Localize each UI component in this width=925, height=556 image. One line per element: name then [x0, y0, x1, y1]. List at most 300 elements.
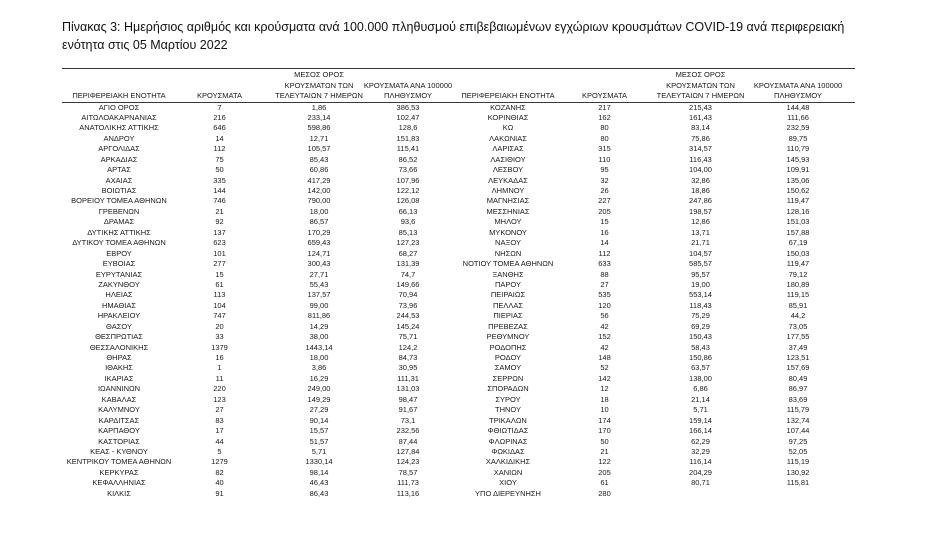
- header-line: ΠΛΗΘΥΣΜΟΥ: [774, 91, 822, 100]
- region-name: ΝΟΤΙΟΥ ΤΟΜΕΑ ΑΘΗΝΩΝ: [462, 259, 554, 269]
- region-name: ΚΑΡΔΙΤΣΑΣ: [98, 415, 140, 425]
- cases-count: 44: [215, 436, 224, 446]
- table-row: [0, 437, 925, 447]
- avg-7day-cases: 585,57: [689, 259, 712, 269]
- avg-7day-cases: 75,29: [691, 311, 710, 321]
- avg-7day-cases: 104,57: [689, 248, 712, 258]
- cases-per-100k: 119,15: [786, 290, 810, 300]
- cases-per-100k: 111,66: [787, 112, 809, 122]
- avg-7day-cases: 249,00: [307, 384, 331, 394]
- cases-count: 42: [600, 342, 609, 352]
- header-line: ΚΡΟΥΣΜΑΤΑ ΑΝΑ 100000: [753, 80, 843, 90]
- avg-7day-cases: 16,29: [309, 373, 329, 383]
- region-name: ΕΒΡΟΥ: [106, 248, 132, 258]
- avg-7day-cases: 105,57: [307, 144, 331, 154]
- region-name: ΛΑΣΙΘΙΟΥ: [490, 154, 526, 164]
- cases-count: 315: [598, 144, 611, 154]
- header-line: ΤΕΛΕΥΤΑΙΩΝ 7 ΗΜΕΡΩΝ: [656, 91, 745, 100]
- avg-7day-cases: 247,86: [689, 196, 712, 206]
- cases-per-100k: 149,66: [396, 279, 420, 289]
- cases-count: 623: [213, 238, 226, 248]
- cases-count: 56: [600, 311, 609, 321]
- region-name: ΛΗΜΝΟΥ: [491, 186, 525, 195]
- region-name: ΡΟΔΟΥ: [494, 353, 522, 362]
- cases-per-100k: 124,23: [396, 457, 420, 467]
- region-name: ΛΕΣΒΟΥ: [492, 165, 524, 175]
- cases-count: 110: [598, 154, 611, 164]
- region-name: ΤΗΝΟΥ: [494, 405, 522, 415]
- region-name: ΗΛΕΙΑΣ: [105, 290, 133, 300]
- cases-count: 50: [215, 165, 224, 175]
- region-name: ΚΕΡΚΥΡΑΣ: [99, 467, 139, 477]
- cases-count: 21: [600, 446, 609, 456]
- cases-per-100k: 124,2: [398, 342, 418, 352]
- region-name: ΜΑΓΝΗΣΙΑΣ: [486, 196, 530, 206]
- region-name: ΛΕΥΚΑΔΑΣ: [488, 175, 528, 185]
- region-name: ΗΜΑΘΙΑΣ: [101, 300, 137, 310]
- cases-count: 7: [217, 102, 222, 112]
- table-row: [0, 228, 925, 238]
- header-cases: [582, 91, 627, 102]
- cases-count: 52: [600, 363, 609, 373]
- avg-7day-cases: 14,29: [309, 321, 329, 331]
- cases-per-100k: 68,27: [398, 248, 418, 258]
- cases-count: 277: [213, 259, 226, 269]
- avg-7day-cases: 32,86: [691, 175, 710, 185]
- cases-per-100k: 127,23: [396, 238, 420, 248]
- cases-count: 61: [600, 478, 609, 488]
- cases-per-100k: 135,06: [786, 175, 810, 185]
- avg-7day-cases: 90,14: [309, 415, 329, 425]
- region-name: ΚΑΣΤΟΡΙΑΣ: [98, 436, 140, 446]
- cases-count: 335: [213, 175, 226, 185]
- cases-per-100k: 150,03: [786, 248, 810, 258]
- avg-7day-cases: 417,29: [307, 175, 331, 185]
- table-row: [0, 259, 925, 269]
- header-line: ΚΡΟΥΣΜΑΤΑ ΑΝΑ 100000: [363, 80, 453, 90]
- region-name: ΡΟΔΟΠΗΣ: [489, 342, 527, 352]
- region-name: ΔΥΤΙΚΗΣ ΑΤΤΙΚΗΣ: [87, 227, 151, 237]
- header-line: ΚΡΟΥΣΜΑΤΑ: [582, 91, 627, 100]
- region-name: ΑΡΤΑΣ: [107, 165, 131, 175]
- avg-7day-cases: 116,14: [689, 457, 712, 467]
- avg-7day-cases: 27,29: [309, 405, 329, 415]
- header-avg-7-days: [275, 70, 363, 102]
- region-name: ΙΘΑΚΗΣ: [105, 363, 133, 373]
- table-row: [0, 196, 925, 206]
- cases-count: 16: [600, 227, 609, 237]
- cases-count: 91: [215, 488, 224, 498]
- avg-7day-cases: 150,43: [689, 332, 712, 342]
- cases-count: 216: [213, 112, 226, 122]
- region-name: ΧΑΝΙΩΝ: [493, 467, 523, 477]
- cases-per-100k: 119,47: [786, 259, 810, 269]
- table-row: [0, 457, 925, 467]
- table-row: [0, 332, 925, 342]
- table-row: [0, 322, 925, 332]
- cases-per-100k: 180,89: [786, 279, 810, 289]
- region-name: ΜΥΚΟΝΟΥ: [489, 227, 527, 237]
- avg-7day-cases: 51,57: [309, 436, 329, 446]
- region-name: ΣΥΡΟΥ: [495, 394, 521, 404]
- cases-per-100k: 110,79: [786, 144, 810, 154]
- cases-count: 1: [217, 363, 222, 373]
- region-name: ΚΑΡΠΑΘΟΥ: [98, 426, 140, 436]
- cases-per-100k: 244,53: [396, 311, 420, 321]
- avg-7day-cases: 300,43: [307, 259, 331, 269]
- cases-per-100k: 89,75: [788, 133, 808, 143]
- avg-7day-cases: 811,86: [307, 311, 331, 321]
- cases-count: 80: [600, 133, 609, 143]
- table-row: [0, 134, 925, 144]
- cases-per-100k: 128,16: [786, 206, 810, 216]
- cases-per-100k: 232,56: [396, 426, 420, 436]
- region-name: ΦΛΩΡΙΝΑΣ: [488, 436, 528, 446]
- region-name: ΣΠΟΡΑΔΩΝ: [487, 384, 529, 394]
- avg-7day-cases: 69,29: [691, 321, 710, 331]
- cases-per-100k: 232,59: [786, 123, 810, 133]
- table-row: [0, 123, 925, 133]
- cases-per-100k: 87,44: [398, 436, 418, 446]
- avg-7day-cases: 149,29: [307, 394, 331, 404]
- cases-count: 217: [598, 102, 611, 112]
- cases-per-100k: 115,81: [786, 478, 810, 488]
- cases-per-100k: 75,71: [398, 332, 418, 342]
- region-name: ΑΙΤΩΛΟΑΚΑΡΝΑΝΙΑΣ: [81, 112, 157, 122]
- cases-per-100k: 151,03: [786, 217, 810, 227]
- cases-per-100k: 115,41: [396, 144, 420, 154]
- cases-count: 40: [215, 478, 224, 488]
- avg-7day-cases: 6,86: [693, 384, 708, 394]
- header-line: ΠΕΡΙΦΕΡΕΙΑΚΗ ΕΝΟΤΗΤΑ: [72, 91, 166, 100]
- region-name: ΠΕΙΡΑΙΩΣ: [490, 290, 526, 300]
- cases-count: 5: [217, 446, 222, 456]
- cases-count: 148: [598, 353, 611, 362]
- region-name: ΒΟΡΕΙΟΥ ΤΟΜΕΑ ΑΘΗΝΩΝ: [71, 196, 167, 206]
- region-name: ΚΟΖΑΝΗΣ: [490, 102, 526, 112]
- table-row: [0, 165, 925, 175]
- avg-7day-cases: 1443,14: [305, 342, 333, 352]
- header-line: ΚΡΟΥΣΜΑΤΑ: [197, 91, 242, 100]
- avg-7day-cases: 62,29: [691, 436, 710, 446]
- cases-per-100k: 111,31: [397, 373, 419, 383]
- avg-7day-cases: 58,43: [691, 342, 710, 352]
- avg-7day-cases: 86,43: [309, 488, 329, 498]
- avg-7day-cases: 85,43: [309, 154, 329, 164]
- cases-per-100k: 111,73: [397, 478, 419, 488]
- cases-count: 122: [598, 457, 611, 467]
- cases-per-100k: 44,2: [790, 311, 806, 321]
- cases-count: 535: [598, 290, 611, 300]
- region-name: ΣΕΡΡΩΝ: [492, 373, 524, 383]
- region-name: ΣΑΜΟΥ: [494, 363, 522, 373]
- table-row: [0, 374, 925, 384]
- avg-7day-cases: 166,14: [689, 426, 712, 436]
- cases-count: 17: [215, 426, 224, 436]
- cases-per-100k: 102,47: [396, 112, 420, 122]
- avg-7day-cases: 215,43: [689, 102, 712, 112]
- avg-7day-cases: 3,86: [311, 363, 327, 373]
- cases-per-100k: 83,69: [788, 394, 808, 404]
- avg-7day-cases: 99,00: [309, 300, 329, 310]
- cases-per-100k: 132,74: [786, 415, 810, 425]
- header-line: ΤΕΛΕΥΤΑΙΩΝ 7 ΗΜΕΡΩΝ: [275, 91, 363, 100]
- avg-7day-cases: 5,71: [693, 405, 708, 415]
- cases-count: 20: [215, 321, 224, 331]
- region-name: ΠΑΡΟΥ: [494, 279, 522, 289]
- region-name: ΠΙΕΡΙΑΣ: [493, 311, 523, 321]
- header-avg-7-days: [657, 70, 745, 102]
- cases-count: 21: [215, 206, 224, 216]
- avg-7day-cases: 63,57: [691, 363, 710, 373]
- cases-count: 227: [598, 196, 611, 206]
- avg-7day-cases: 18,00: [309, 206, 329, 216]
- region-name: ΚΑΒΑΛΑΣ: [101, 394, 137, 404]
- region-name: ΘΕΣΣΑΛΟΝΙΚΗΣ: [89, 342, 149, 352]
- avg-7day-cases: 55,43: [309, 279, 329, 289]
- avg-7day-cases: 95,57: [691, 269, 710, 279]
- region-name: ΘΕΣΠΡΩΤΙΑΣ: [95, 332, 143, 342]
- header-line: ΚΡΟΥΣΜΑΤΩΝ ΤΩΝ: [666, 80, 735, 90]
- region-name: ΛΑΚΩΝΙΑΣ: [489, 133, 527, 143]
- table-row: [0, 384, 925, 394]
- cases-count: 18: [600, 394, 609, 404]
- cases-per-100k: 145,93: [786, 154, 810, 164]
- cases-count: 16: [215, 353, 224, 362]
- region-name: ΗΡΑΚΛΕΙΟΥ: [97, 311, 141, 321]
- cases-per-100k: 78,57: [398, 467, 418, 477]
- table-row: [0, 238, 925, 248]
- cases-count: 123: [213, 394, 226, 404]
- cases-count: 142: [598, 373, 611, 383]
- region-name: ΦΩΚΙΔΑΣ: [491, 446, 525, 456]
- avg-7day-cases: 46,43: [309, 478, 329, 488]
- cases-count: 80: [600, 123, 609, 133]
- cases-count: 33: [215, 332, 224, 342]
- cases-count: 10: [600, 405, 609, 415]
- cases-per-100k: 91,67: [398, 405, 418, 415]
- table-row: [0, 217, 925, 227]
- avg-7day-cases: 13,71: [691, 227, 710, 237]
- region-name: ΥΠΟ ΔΙΕΡΕΥΝΗΣΗ: [475, 488, 541, 498]
- cases-per-100k: 115,79: [786, 405, 810, 415]
- cases-count: 137: [213, 227, 226, 237]
- avg-7day-cases: 18,00: [309, 353, 329, 362]
- cases-per-100k: 85,13: [398, 227, 418, 237]
- header-line: ΠΛΗΘΥΣΜΟΥ: [384, 91, 432, 100]
- cases-count: 1279: [211, 457, 228, 467]
- avg-7day-cases: 18,86: [691, 186, 710, 195]
- region-name: ΘΑΣΟΥ: [106, 321, 132, 331]
- table-row: [0, 343, 925, 353]
- cases-count: 92: [215, 217, 224, 227]
- table-header: [0, 68, 925, 102]
- cases-count: 26: [600, 186, 609, 195]
- cases-per-100k: 177,55: [786, 332, 810, 342]
- table-row: [0, 207, 925, 217]
- cases-per-100k: 157,88: [786, 227, 810, 237]
- region-name: ΜΗΛΟΥ: [494, 217, 522, 227]
- region-name: ΝΗΣΩΝ: [494, 248, 522, 258]
- cases-per-100k: 109,91: [786, 165, 810, 175]
- avg-7day-cases: 598,86: [307, 123, 331, 133]
- cases-count: 152: [598, 332, 611, 342]
- cases-per-100k: 52,05: [788, 446, 808, 456]
- header-region: [72, 91, 165, 102]
- cases-per-100k: 70,94: [398, 290, 418, 300]
- region-name: ΑΝΑΤΟΛΙΚΗΣ ΑΤΤΙΚΗΣ: [79, 123, 159, 133]
- region-name: ΑΝΔΡΟΥ: [103, 133, 135, 143]
- cases-count: 82: [215, 467, 224, 477]
- region-name: ΚΕΦΑΛΛΗΝΙΑΣ: [92, 478, 146, 488]
- region-name: ΚΩ: [502, 123, 514, 133]
- region-name: ΑΧΑΙΑΣ: [105, 175, 133, 185]
- cases-per-100k: 37,49: [788, 342, 808, 352]
- cases-per-100k: 150,62: [786, 186, 810, 195]
- table-row: [0, 155, 925, 165]
- cases-per-100k: 144,48: [786, 102, 810, 112]
- cases-count: 162: [598, 112, 611, 122]
- region-name: ΠΡΕΒΕΖΑΣ: [488, 321, 528, 331]
- region-name: ΡΕΘΥΜΝΟΥ: [486, 332, 530, 342]
- cases-count: 88: [600, 269, 609, 279]
- avg-7day-cases: 170,29: [307, 227, 331, 237]
- avg-7day-cases: 1330,14: [305, 457, 333, 467]
- cases-count: 27: [600, 279, 609, 289]
- table-row: [0, 468, 925, 478]
- region-name: ΚΙΛΚΙΣ: [107, 488, 131, 498]
- region-name: ΝΑΞΟΥ: [495, 238, 521, 248]
- table-row: [0, 270, 925, 280]
- avg-7day-cases: 233,14: [307, 112, 331, 122]
- avg-7day-cases: 27,71: [309, 269, 329, 279]
- cases-count: 170: [598, 426, 611, 436]
- cases-per-100k: 131,03: [396, 384, 420, 394]
- region-name: ΚΕΑΣ - ΚΥΘΝΟΥ: [90, 446, 148, 456]
- table-row: [0, 103, 925, 113]
- table-row: [0, 144, 925, 154]
- header-cases-per-100k: [364, 81, 452, 102]
- header-cases-per-100k: [754, 81, 842, 102]
- avg-7day-cases: 137,57: [307, 290, 331, 300]
- cases-per-100k: 115,19: [786, 457, 810, 467]
- avg-7day-cases: 314,57: [689, 144, 712, 154]
- cases-count: 1379: [211, 342, 228, 352]
- table-row: [0, 489, 925, 499]
- cases-count: 646: [213, 123, 226, 133]
- header-line: ΜΕΣΟΣ ΟΡΟΣ: [675, 70, 726, 79]
- table-row: [0, 249, 925, 259]
- cases-per-100k: 79,12: [788, 269, 808, 279]
- avg-7day-cases: 75,86: [691, 133, 710, 143]
- cases-per-100k: 73,1: [400, 415, 416, 425]
- avg-7day-cases: 161,43: [689, 112, 712, 122]
- table-row: [0, 113, 925, 123]
- avg-7day-cases: 204,29: [689, 467, 712, 477]
- table-row: [0, 301, 925, 311]
- region-name: ΚΑΛΥΜΝΟΥ: [98, 405, 140, 415]
- avg-7day-cases: 1,86: [311, 102, 327, 112]
- cases-count: 15: [600, 217, 609, 227]
- avg-7day-cases: 60,86: [309, 165, 329, 175]
- table-row: [0, 363, 925, 373]
- region-name: ΑΡΓΟΛΙΔΑΣ: [98, 144, 140, 154]
- cases-count: 14: [600, 238, 609, 248]
- avg-7day-cases: 98,14: [309, 467, 329, 477]
- table-row: [0, 478, 925, 488]
- cases-count: 144: [213, 186, 226, 195]
- cases-count: 633: [598, 259, 611, 269]
- table-row: [0, 280, 925, 290]
- cases-count: 83: [215, 415, 224, 425]
- avg-7day-cases: 159,14: [689, 415, 712, 425]
- cases-per-100k: 73,96: [398, 300, 418, 310]
- table-row: [0, 186, 925, 196]
- cases-per-100k: 66,13: [398, 206, 418, 216]
- region-name: ΛΑΡΙΣΑΣ: [492, 144, 524, 154]
- avg-7day-cases: 138,00: [689, 373, 712, 383]
- table-row: [0, 395, 925, 405]
- cases-per-100k: 127,84: [396, 446, 420, 456]
- cases-per-100k: 126,08: [396, 196, 420, 206]
- cases-count: 42: [600, 321, 609, 331]
- region-name: ΦΘΙΩΤΙΔΑΣ: [487, 426, 529, 436]
- region-name: ΜΕΣΣΗΝΙΑΣ: [486, 206, 530, 216]
- region-name: ΑΓΙΟ ΟΡΟΣ: [98, 102, 140, 112]
- cases-per-100k: 151,83: [396, 133, 420, 143]
- cases-per-100k: 119,47: [786, 196, 810, 206]
- header-line: ΚΡΟΥΣΜΑΤΩΝ ΤΩΝ: [284, 80, 354, 90]
- avg-7day-cases: 198,57: [689, 206, 712, 216]
- cases-per-100k: 123,51: [786, 353, 810, 362]
- cases-per-100k: 145,24: [396, 321, 420, 331]
- region-name: ΚΟΡΙΝΘΙΑΣ: [487, 112, 529, 122]
- avg-7day-cases: 553,14: [689, 290, 712, 300]
- cases-count: 220: [213, 384, 226, 394]
- avg-7day-cases: 38,00: [309, 332, 329, 342]
- avg-7day-cases: 124,71: [307, 248, 331, 258]
- region-name: ΚΕΝΤΡΙΚΟΥ ΤΟΜΕΑ ΑΘΗΝΩΝ: [66, 457, 172, 467]
- avg-7day-cases: 116,43: [689, 154, 712, 164]
- avg-7day-cases: 15,57: [309, 426, 329, 436]
- region-name: ΔΡΑΜΑΣ: [103, 217, 135, 227]
- avg-7day-cases: 150,86: [689, 353, 712, 362]
- cases-per-100k: 80,49: [788, 373, 808, 383]
- table-row: [0, 311, 925, 321]
- cases-count: 120: [598, 300, 611, 310]
- cases-count: 32: [600, 175, 609, 185]
- avg-7day-cases: 83,14: [691, 123, 710, 133]
- cases-per-100k: 73,66: [398, 165, 418, 175]
- avg-7day-cases: 5,71: [311, 446, 327, 456]
- table-row: [0, 426, 925, 436]
- cases-per-100k: 86,97: [788, 384, 808, 394]
- cases-per-100k: 84,73: [398, 353, 418, 362]
- header-region: [461, 91, 554, 102]
- region-name: ΙΩΑΝΝΙΝΩΝ: [97, 384, 141, 394]
- region-name: ΘΗΡΑΣ: [106, 353, 132, 362]
- avg-7day-cases: 12,86: [691, 217, 710, 227]
- cases-count: 75: [215, 154, 224, 164]
- table-row: [0, 290, 925, 300]
- cases-count: 112: [598, 248, 611, 258]
- cases-count: 747: [213, 311, 226, 321]
- cases-per-100k: 157,69: [786, 363, 810, 373]
- cases-count: 174: [598, 415, 611, 425]
- cases-count: 95: [600, 165, 609, 175]
- avg-7day-cases: 142,00: [307, 186, 331, 195]
- table-row: [0, 416, 925, 426]
